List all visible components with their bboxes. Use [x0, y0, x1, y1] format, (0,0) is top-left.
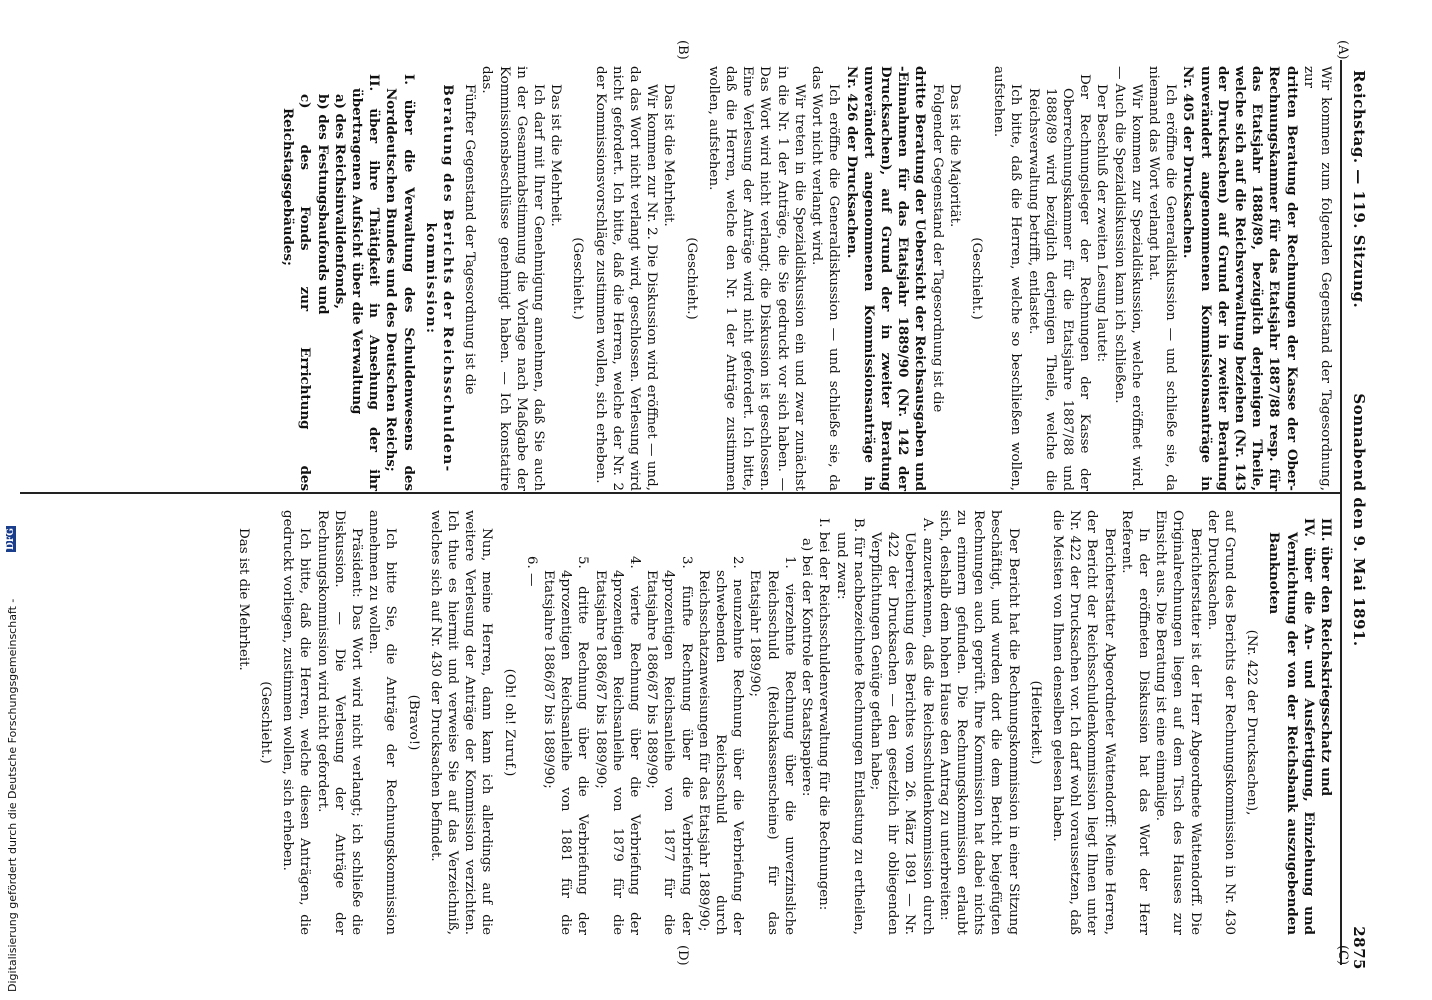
- motion-item: I. bei der Reichsschuldenverwaltung für die Rechnungen:: [816, 518, 832, 911]
- header-page-number: 2875: [1350, 926, 1368, 970]
- header-date: Sonnabend den 9. Mai 1891.: [1350, 393, 1368, 647]
- paragraph: Das ist die Mehrheit.: [235, 528, 251, 671]
- stage-direction: (Oh! oh! Zuruf.): [501, 668, 517, 777]
- dfg-logo: DFG: [6, 528, 16, 550]
- margin-mark-a: (A): [1335, 40, 1350, 60]
- paragraph: Fünfter Gegenstand der Tagesordnung ist die: [462, 84, 478, 395]
- paragraph: Ich eröffne die Generaldiskussion — und schließe sie, da niemand das Wort verlangt hat.: [1145, 66, 1179, 491]
- header-session: Reichstag. — 119. Sitzung.: [1350, 70, 1368, 309]
- margin-mark-b: (B): [675, 40, 690, 60]
- stage-direction: (Geschieht.): [683, 237, 699, 320]
- paragraph: Ich darf mit Ihrer Genehmigung annehmen, daß Sie auch in der Gesammtabstimmung die Vorlage nach Maßgabe der Kommissionsbeschlüsse genehmigt haben. — Ich konstatire das.: [479, 66, 547, 491]
- paragraph: Folgender Gegenstand der Tagesordnung ist die: [929, 84, 945, 413]
- header-rule: [1340, 60, 1342, 965]
- left-column: [279, 66, 1334, 491]
- paragraph: Berichterstatter ist der Herr Abgeordnete Wattendorff. Die Originalrechnungen liegen auf dem Tisch des Hauses zur Einsicht aus. Die Beratung ist eine einmalige.: [1153, 510, 1203, 935]
- reference: (Nr. 422 der Drucksachen),: [1244, 629, 1260, 816]
- paragraph: Der Beschluß der zweiten Lesung lautet:: [1094, 84, 1110, 363]
- motion-item: a) bei der Kontrole der Staatspapiere:: [799, 538, 815, 797]
- paragraph: Das ist die Mehrheit.: [548, 84, 564, 227]
- speech: Präsident: Das Wort wird nicht verlangt; ich schließe die Diskussion. — Die Verlesung der Anträge der Rechnungskommission wird nicht gefordert.: [314, 510, 365, 935]
- paragraph: Wir kommen zum folgenden Gegenstand der Tagesordnung, zur: [1300, 66, 1333, 491]
- account-item: 2. neunzehnte Rechnung über die Verbriefung der schwebenden Reichsschuld durch Reichsschatzanweisungen für das Etatsjahr 1889/90;: [695, 556, 746, 935]
- agenda-subitem: II. über ihre Thätigkeit in Ansehung der ihr übertragenen Aufsicht über die Verwaltung: [349, 74, 383, 491]
- paragraph: Ich eröffne die Generaldiskussion — und schließe sie, da das Wort nicht verlangt wird.: [809, 66, 842, 491]
- speech: Berichterstatter Abgeordneter Wattendorff: Meine Herren, der Bericht der Reichsschuldenkommission liegt Ihnen unter Nr. 422 der Drucksachen vor. Ich darf wohl voraussetzen, daß die Meisten von Ihnen denselben gelesen haben.: [1049, 510, 1117, 935]
- paragraph: Wir kommen zur Nr. 2. Die Diskussion wird eröffnet — und, da das Wort nicht verlangt wird, geschlossen. Verlesung wird nicht gefordert. Ich bitte, daß die Herren, welche der Nr. 2 der Kommissionsvorschläge zustimmen wollen, sich erheben.: [592, 66, 660, 491]
- paragraph: Das ist die Majorität.: [946, 84, 962, 228]
- stage-direction: (Heiterkeit.): [1027, 680, 1043, 765]
- margin-mark-d: (D): [675, 945, 690, 966]
- agenda-item: dritten Beratung der Rechnungen der Kasse der Ober-Rechnungskammer für das Etatsjahr 1887/88 resp. für das Etatsjahr 1888/89, bezüglich derjenigen Theile, welche sich auf die Reichsverwaltung beziehen (Nr. 143 der Drucksachen) auf Grund der in zweiter Beratung unverändert angenommenen Kommissionsanträge in Nr. 405 der Drucksachen.: [1180, 66, 1300, 491]
- agenda-subitem: b) des Festungsbaufonds und: [314, 94, 331, 315]
- right-column: [235, 510, 1334, 935]
- digitization-footer: [0, 0, 30, 1000]
- paragraph: Nun, meine Herren, dann kann ich allerdings auf die weitere Verlesung der Anträge der Kommission verzichten. Ich thue es hiermit und verweise Sie auf das Verzeichniß, welches sich auf Nr. 430 der Drucksachen befindet.: [427, 510, 495, 935]
- agenda-heading: Beratung des Berichts der Reichsschulden-kommission:: [422, 84, 457, 473]
- stage-direction: (Geschieht.): [570, 237, 586, 320]
- paragraph: Wir treten in die Spezialdiskussion ein und zwar zunächst in die Nr. 1 der Anträge, die Sie gedruckt vor sich haben. — Das Wort wird nicht verlangt; die Diskussion ist geschlossen. Eine Verlesung der Anträge wird nicht gefordert. Ich bitte, daß die Herren, welche den Nr. 1 der Anträge zustimmen wollen, aufstehen.: [705, 66, 807, 491]
- paragraph: auf Grund des Berichts der Rechnungskommission in Nr. 430 der Drucksachen.: [1204, 510, 1237, 935]
- paragraph: Ich bitte Sie, die Anträge der Rechnungskommission annehmen zu wollen.: [366, 510, 399, 935]
- stage-direction: (Geschieht.): [968, 237, 984, 320]
- margin-mark-c: (C): [1335, 945, 1350, 966]
- paragraph: Wir kommen zur Spezialdiskussion, welche eröffnet wird. — Auch die Spezialdiskussion kann ich schließen.: [1111, 66, 1144, 491]
- agenda-subitem: III. über den Reichskriegsschatz und: [1318, 518, 1334, 797]
- agenda-subitem: c) des Fonds zur Errichtung des Reichstagsgebäudes;: [280, 94, 314, 491]
- paragraph: Der Bericht hat die Rechnungskommission in einer Sitzung beschäftigt, und wurden dort die dem Bericht beigefügten Rechnungen auch geprüft. Ihre Kommission hat dabei nichts zu erinnern gefunden. Die Rechnungskommission erlaubt sich, deshalb dem hohen Hause den Antrag zu unterbreiten:: [936, 510, 1021, 935]
- account-item: 3. fünfte Rechnung über die Verbriefung der 4prozentigen Reichsanleihe von 1877 für die Etatsjahre 1886/87 bis 1889/90;: [644, 556, 694, 935]
- account-item: 1. vierzehnte Rechnung über die unverzinsliche Reichsschuld (Reichskassenscheine) für das Etatsjahr 1889/90;: [747, 556, 797, 935]
- account-item: 5. dritte Rechnung über die Verbriefung der 4prozentigen Reichsanleihe von 1881 für die Etatsjahre 1886/87 bis 1889/90;: [541, 556, 591, 935]
- paragraph: In der eröffneten Diskussion hat das Wort der Herr Referent.: [1118, 510, 1151, 935]
- agenda-item: dritte Beratung der Uebersicht der Reichsausgaben und -Einnahmen für das Etatsjahr 1889/90 (Nr. 142 der Drucksachen), auf Grund der in zweiter Beratung unverändert angenommenen Kommissionsanträge in Nr. 426 der Drucksachen.: [843, 66, 929, 491]
- paragraph: Das ist die Mehrheit.: [661, 84, 677, 227]
- account-item: 6. —: [523, 556, 539, 587]
- paragraph: Ich bitte, daß die Herren, welche diesen Anträgen, die gedruckt vorliegen, zustimmen wollen, sich erheben.: [280, 510, 313, 935]
- page-header: [1346, 70, 1368, 970]
- column-divider: [20, 492, 1340, 494]
- stage-direction: (Geschieht.): [258, 681, 274, 764]
- motion-item: A. anzuerkennen, daß die Reichsschuldenkommission durch Ueberreichung des Berichtes vom 26. März 1891 — Nr. 422 der Drucksachen — den gesetzlich ihr obliegenden Verpflichtungen Genüge gethan habe;: [867, 518, 935, 935]
- agenda-subitem: IV. über die An- und Ausfertigung, Einziehung und Vernichtung der von der Reichsbank auszugebenden Banknoten: [1266, 518, 1317, 935]
- footer-text: Digitalisierung gefördert durch die Deutsche Forschungsgemeinschaft -: [6, 598, 19, 992]
- agenda-subitem: I. über die Verwaltung des Schuldenwesens des Norddeutschen Bundes und des Deutschen Reichs;: [383, 74, 417, 491]
- resolution-text: Der Rechnungsleger der Rechnungen der Kasse der Oberrechnungskammer für die Etatsjahre 1887/88 und 1888/89 wird bezüglich derjenigen Theile, welche die Reichsverwaltung betrifft, entlastet.: [1025, 74, 1093, 491]
- agenda-subitem: a) des Reichsinvalidenfonds,: [331, 94, 348, 309]
- motion-item: B. für nachbezeichnete Rechnungen Entlastung zu ertheilen, und zwar:: [833, 518, 866, 935]
- stage-direction: (Bravo!): [405, 694, 421, 751]
- paragraph: Ich bitte, daß die Herren, welche so beschließen wollen, aufstehen.: [991, 66, 1024, 491]
- account-item: 4. vierte Rechnung über die Verbriefung der 4prozentigen Reichsanleihe von 1879 für die Etatsjahre 1886/87 bis 1889/90;: [592, 556, 643, 935]
